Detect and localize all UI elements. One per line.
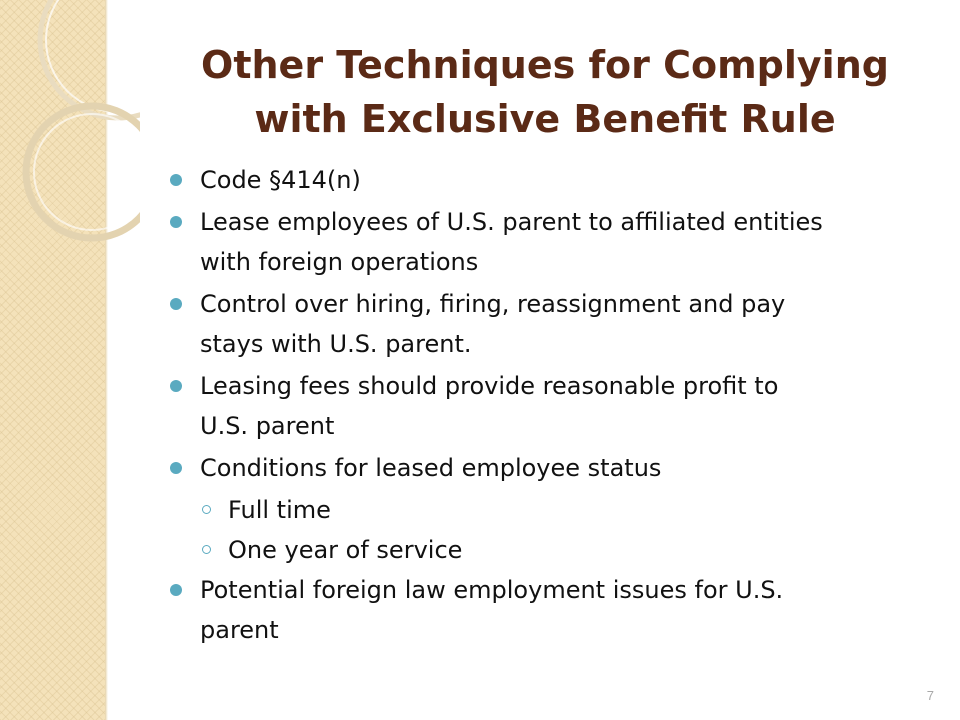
bullet-text-continued: stays with U.S. parent.	[200, 330, 472, 358]
slide-title-line-1: Other Techniques for Complying	[201, 43, 889, 87]
sub-bullet-item	[170, 490, 940, 530]
bullet-dot-icon	[170, 298, 182, 310]
bullet-list	[170, 160, 940, 652]
slide-title-line-2: with Exclusive Benefit Rule	[254, 97, 836, 141]
bullet-dot-icon	[170, 216, 182, 228]
decorative-sidebar	[0, 0, 106, 720]
sidebar-edge	[105, 0, 108, 720]
sub-bullet-item	[170, 530, 940, 570]
bullet-text-continued: parent	[200, 616, 279, 644]
bullet-text: Conditions for leased employee status	[200, 454, 662, 482]
bullet-item	[170, 366, 940, 446]
sub-bullet-ring-icon	[202, 505, 211, 514]
bullet-text: Control over hiring, firing, reassignment and pay	[200, 290, 786, 318]
bullet-item	[170, 570, 940, 650]
slide-number: 7	[926, 688, 934, 703]
sub-bullet-text: One year of service	[228, 536, 463, 564]
bullet-item	[170, 202, 940, 282]
bullet-dot-icon	[170, 380, 182, 392]
bullet-item	[170, 284, 940, 364]
sub-bullet-text: Full time	[228, 496, 331, 524]
bullet-item	[170, 160, 940, 200]
bullet-dot-icon	[170, 584, 182, 596]
bullet-text: Leasing fees should provide reasonable profit to	[200, 372, 779, 400]
bullet-item	[170, 448, 940, 488]
bullet-text-continued: with foreign operations	[200, 248, 479, 276]
bullet-text: Lease employees of U.S. parent to affiliated entities	[200, 208, 823, 236]
sub-bullet-ring-icon	[202, 545, 211, 554]
bullet-text: Code §414(n)	[200, 166, 361, 194]
bullet-dot-icon	[170, 174, 182, 186]
bullet-dot-icon	[170, 462, 182, 474]
bullet-text-continued: U.S. parent	[200, 412, 335, 440]
slide-title	[150, 38, 940, 146]
bullet-text: Potential foreign law employment issues for U.S.	[200, 576, 784, 604]
